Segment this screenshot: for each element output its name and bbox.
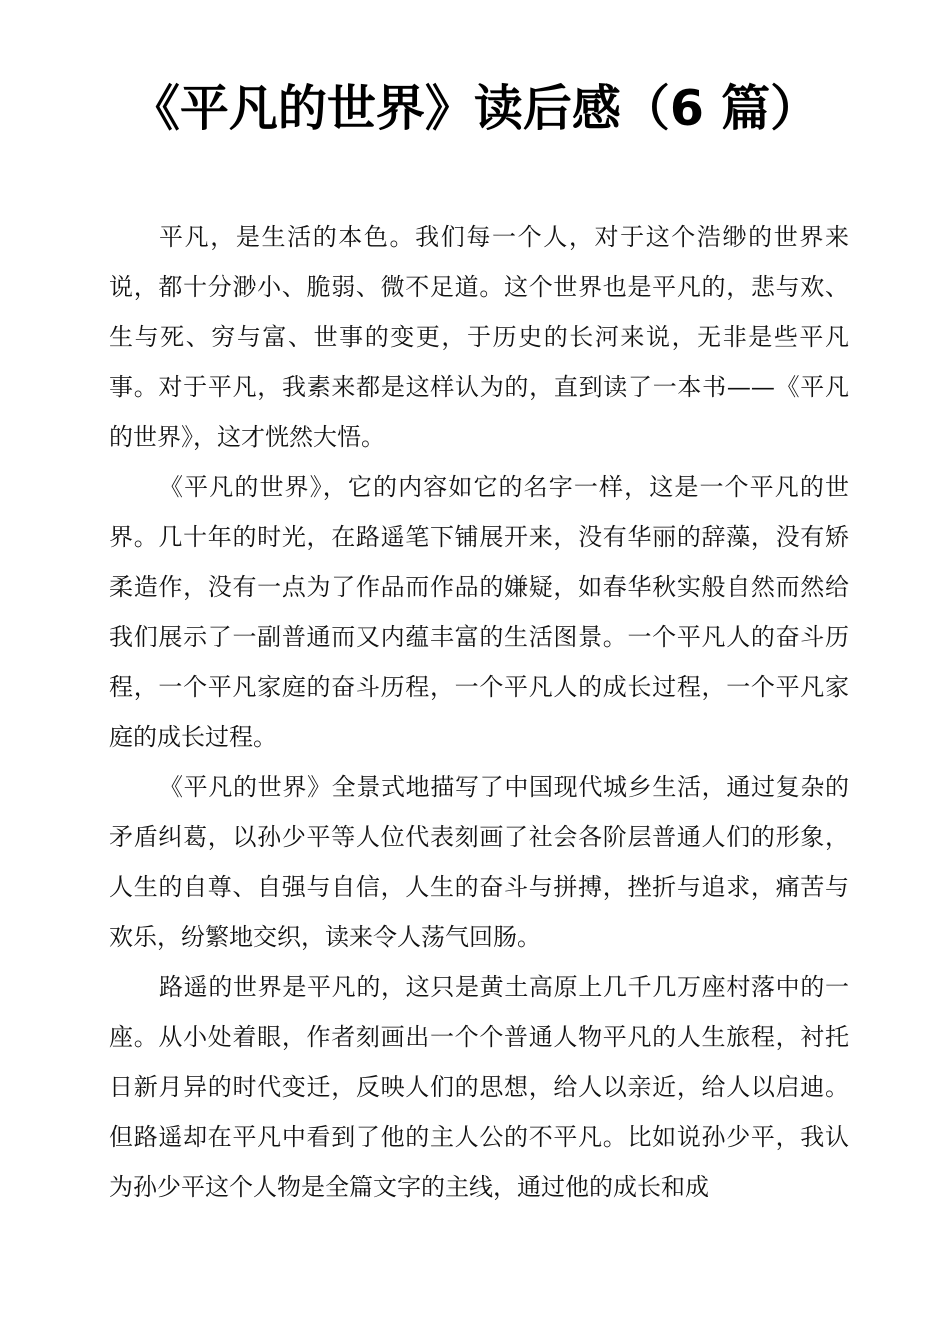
document-title: 《平凡的世界》读后感（6 篇）	[130, 80, 820, 137]
paragraph-2: 《平凡的世界》，它的内容如它的名字一样，这是一个平凡的世界。几十年的时光，在路遥笔下铺展开来，没有华丽的辞藻，没有矫柔造作，没有一点为了作品而作品的嫌疑，如春华秋实般自然而然给我们展示了一副普通而又内蕴丰富的生活图景。一个平凡人的奋斗历程，一个平凡家庭的奋斗历程，一个平凡人的成长过程，一个平凡家庭的成长过程。	[109, 473, 849, 751]
document-body	[109, 212, 849, 1212]
paragraph-1: 平凡，是生活的本色。我们每一个人，对于这个浩缈的世界来说，都十分渺小、脆弱、微不足道。这个世界也是平凡的，悲与欢、生与死、穷与富、世事的变更，于历史的长河来说，无非是些平凡事。对于平凡，我素来都是这样认为的，直到读了一本书——《平凡的世界》，这才恍然大悟。	[109, 223, 849, 451]
paragraph-4: 路遥的世界是平凡的，这只是黄土高原上几千几万座村落中的一座。从小处着眼，作者刻画出一个个普通人物平凡的人生旅程，衬托日新月异的时代变迁，反映人们的思想，给人以亲近，给人以启迪。但路遥却在平凡中看到了他的主人公的不平凡。比如说孙少平，我认为孙少平这个人物是全篇文字的主线，通过他的成长和成	[109, 973, 849, 1201]
paragraph-3: 《平凡的世界》全景式地描写了中国现代城乡生活，通过复杂的矛盾纠葛，以孙少平等人位代表刻画了社会各阶层普通人们的形象，人生的自尊、自强与自信，人生的奋斗与拼搏，挫折与追求，痛苦与欢乐，纷繁地交织，读来令人荡气回肠。	[109, 773, 849, 951]
